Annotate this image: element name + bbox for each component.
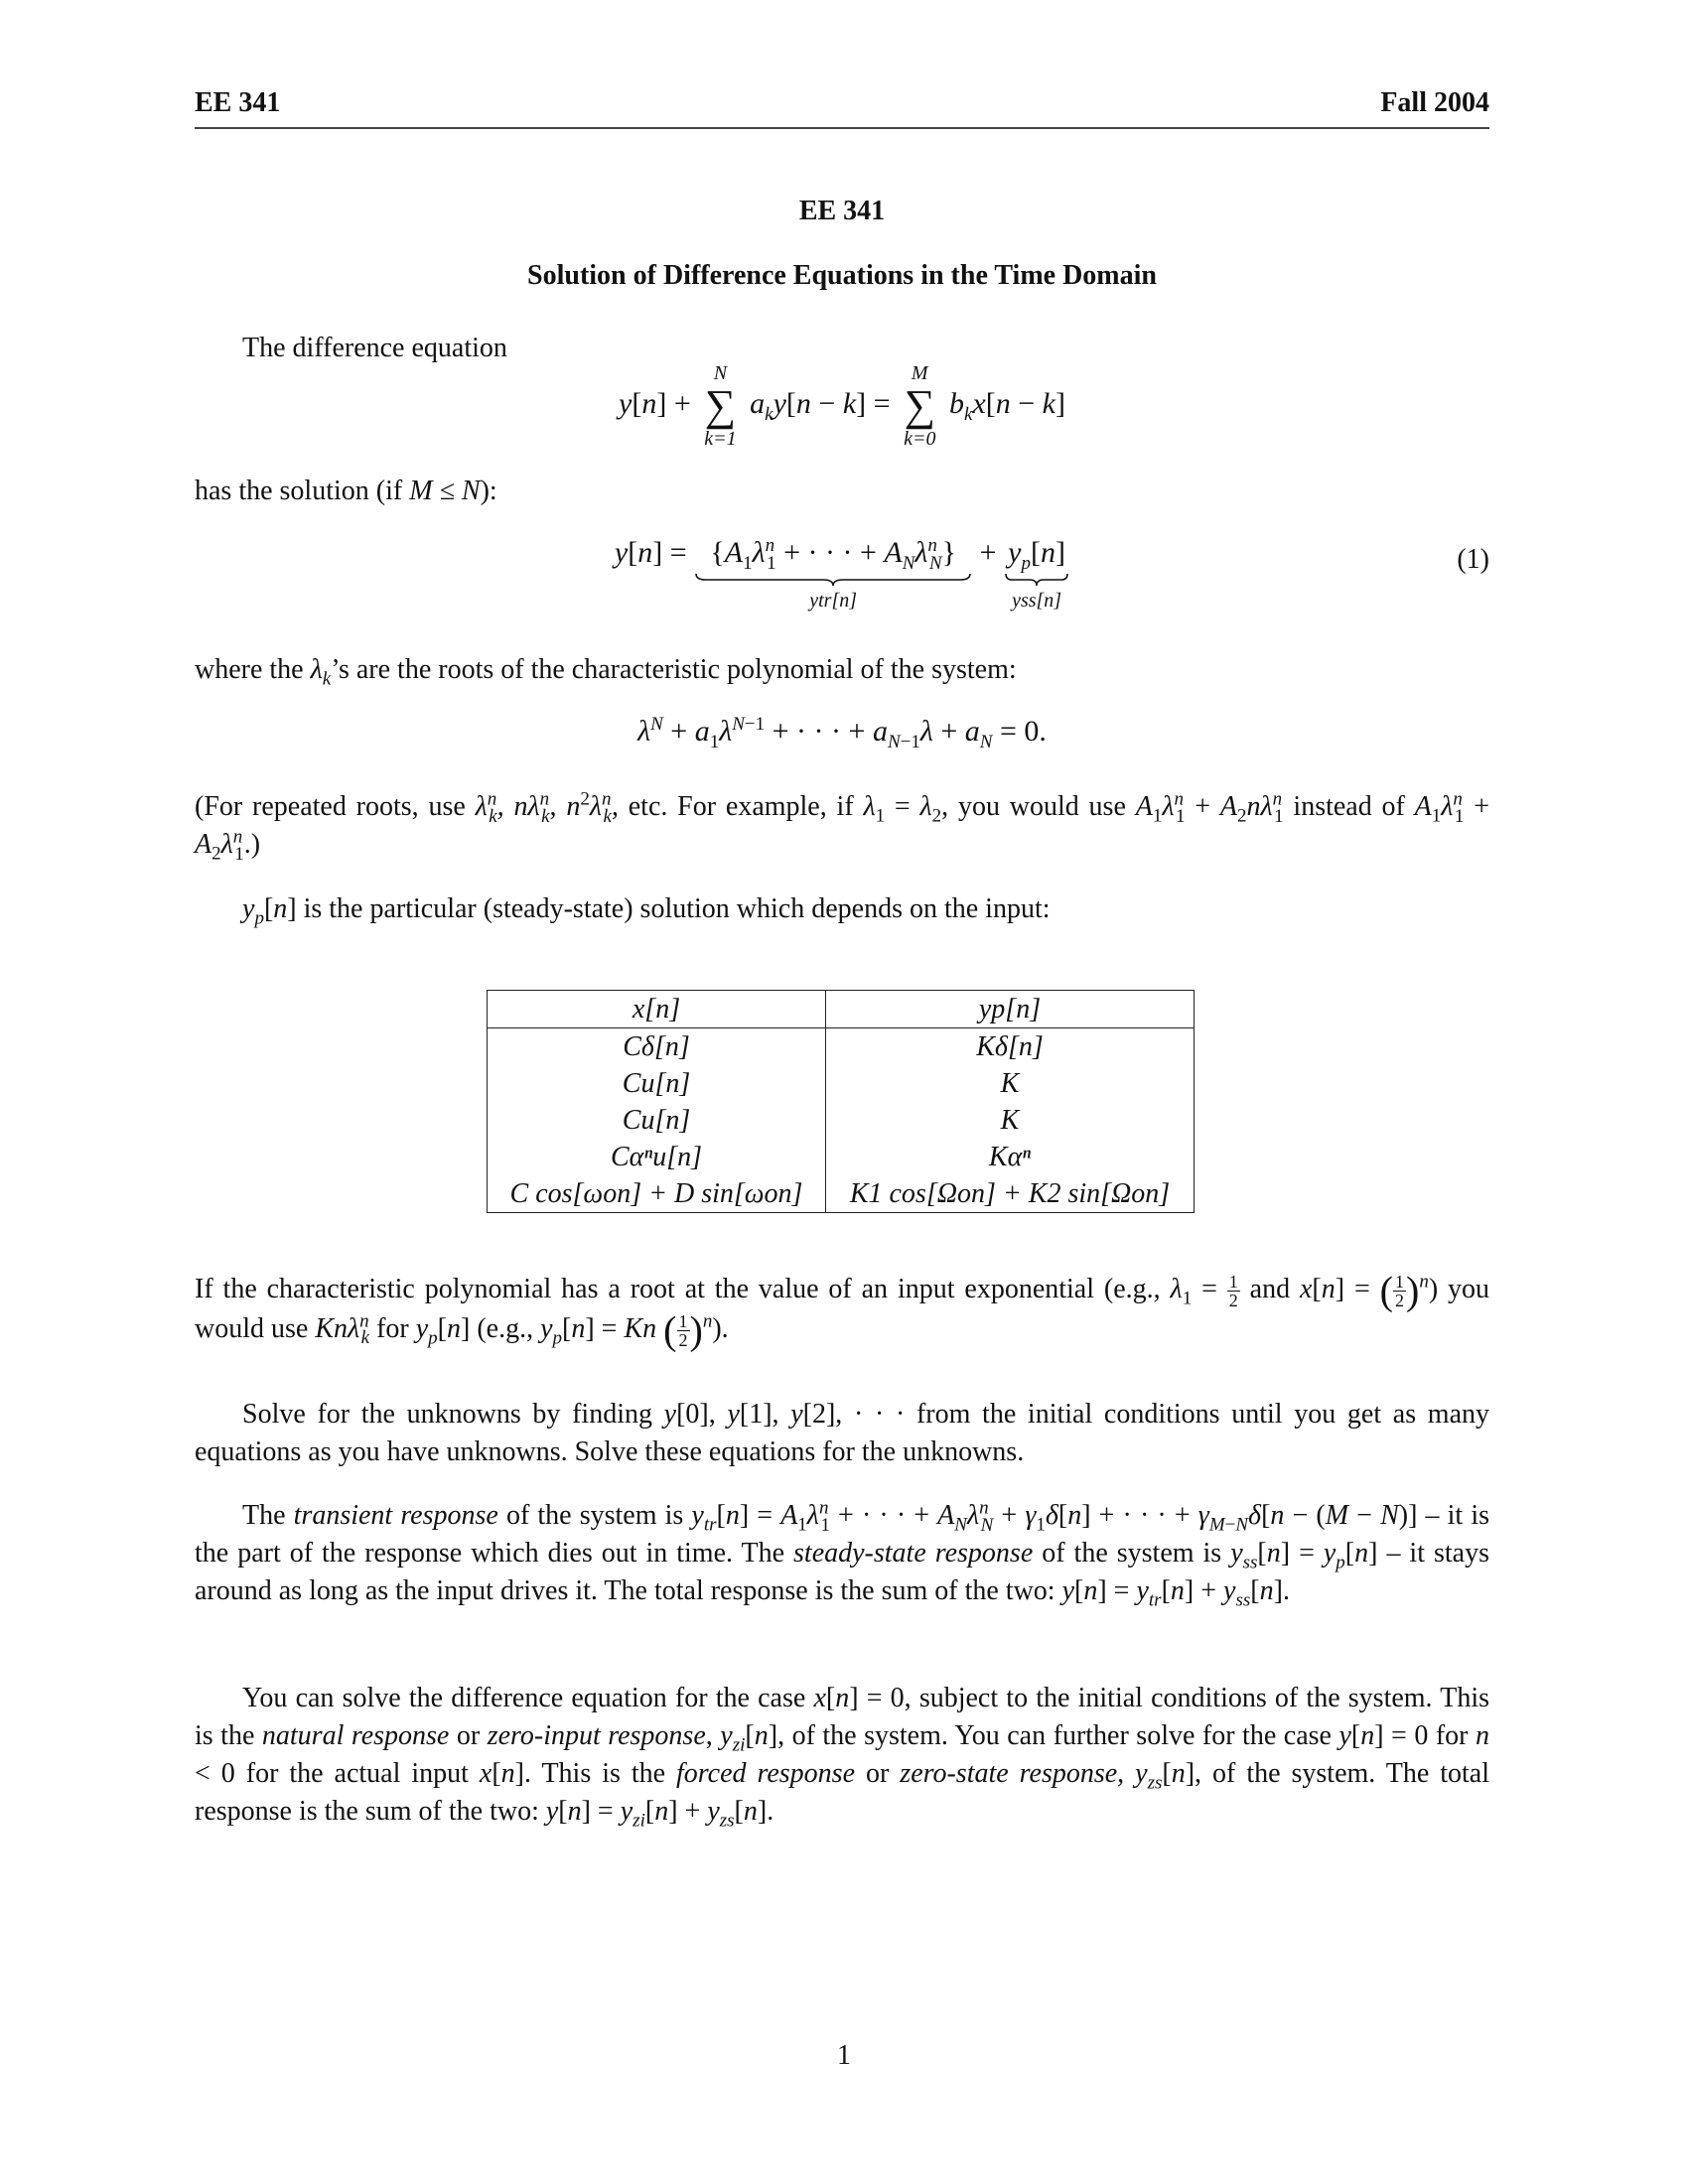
table-row [488, 1139, 1195, 1175]
table-row [488, 1102, 1195, 1139]
steady-brace: $y_p[n]$ yss[n] [1004, 536, 1069, 613]
summation-k0-M: M ∑ k=0 [904, 362, 936, 450]
solution-equation: $y[n] = \{A_1\lambda^n_1$ + · · · + $A_N\lambda^n_N$} ytr[n] + $y_p[n]$ yss[n] (1) [614, 535, 1489, 612]
table-cell: Cδ[n] [488, 1028, 826, 1066]
solve-unknowns-text: Solve for the unknowns by finding y[0], y[1], y[2], · · · from the initial conditions until you get as many equations as you have unknowns. Solve these equations for the unknowns. [195, 1399, 1490, 1467]
table-row [488, 1175, 1195, 1213]
particular-solution-table [487, 990, 1195, 1213]
repeated-roots-text: (For repeated roots, use $\lambda^n_k$, $n\lambda^n_k$, $n^2\lambda^n_k$, etc. For example, if $\lambda_1 = \lambda_2$, you would use $A_1\lambda^n_1 + A_2n\lambda^n_1$ instead of $A_1\lambda^n_1 + A_2\lambda^n_1$.) [195, 788, 1490, 865]
table-cell: Cu[n] [488, 1065, 826, 1102]
table-header-row [488, 991, 1195, 1028]
underbrace-icon [694, 572, 972, 588]
document-title: EE 341 [798, 196, 886, 226]
table-cell: Cu[n] [488, 1102, 826, 1139]
table-row [488, 1028, 1195, 1066]
header-term: Fall 2004 [1380, 87, 1489, 118]
running-header [195, 87, 1489, 129]
particular-solution-text: $y_p[n]$ is the particular (steady-state) solution which depends on the input: [242, 893, 1051, 929]
table-cell: C cos[ωon] + D sin[ωon] [488, 1175, 826, 1213]
roots-text: where the $\lambda_k’s$ are the roots of the characteristic polynomial of the system: [195, 654, 1017, 690]
header-course: EE 341 [195, 87, 281, 118]
yss-label: yss[n] [1012, 590, 1062, 612]
table-row [488, 1065, 1195, 1102]
table-cell: K [826, 1065, 1195, 1102]
underbrace-icon [1004, 572, 1069, 588]
ytr-label: ytr[n] [809, 590, 858, 612]
difference-equation: y[n] + N ∑ k=1 $a_ky[n - k]$ = M ∑ k=0 $b_kx[n - k]$ [619, 362, 1065, 450]
has-solution-text: has the solution (if M ≤ N): [195, 476, 497, 506]
equation-number: (1) [1457, 544, 1489, 575]
table-cell: Kαⁿ [826, 1139, 1195, 1175]
table-header-input: x[n] [488, 991, 826, 1028]
table-header-output: yp[n] [826, 991, 1195, 1028]
transient-response-text: The transient response of the system is $y_{tr}[n] = A_1\lambda^n_1$ + · · · + $A_N\lambda^n_N + \gamma_1\delta[n]$ + · · · + $\gamma_{M-N}\delta[n - (M - N)]$ – it is the part of the response which dies out in time. The steady-state response of the system is $y_{ss}[n] = y_p[n]$ – it stays around as long as the input drives it. The total response is the sum of the two: $y[n] = y_{tr}[n] + y_{ss}[n]$. [195, 1497, 1489, 1611]
characteristic-polynomial: $\lambda^N + a_1\lambda^{N-1}$ + · · · + $a_{N-1}\lambda + a_N = 0$. [637, 714, 1047, 752]
transient-brace: {$A_1\lambda^n_1$ + · · · + $A_N\lambda^n_N$} ytr[n] [694, 536, 972, 613]
characteristic-root-text: If the characteristic polynomial has a root at the value of an input exponential (e.g., $\lambda_1$ = $\frac{1}{2}$ and x[n] = ( $\frac{1}{2}$ )$^n$) you would use Knλ$^n_k$ for $y_p[n]$ (e.g., $y_p[n] = Kn$ ( $\frac{1}{2}$ )$^n$). [195, 1268, 1490, 1353]
summation-k1-N: N ∑ k=1 [704, 362, 737, 450]
intro-text: The difference equation [242, 333, 507, 363]
natural-forced-response-text: You can solve the difference equation for the case x[n] = 0, subject to the initial conditions of the system. This is the natural response or zero-input response, $y_{zi}[n]$, of the system. You can further solve for the case y[n] = 0 for n < 0 for the actual input x[n]. This is the forced response or zero-state response, $y_{zs}[n]$, of the system. The total response is the sum of the two: $y[n] = y_{zi}[n] + y_{zs}[n]$. [195, 1683, 1490, 1832]
document-subtitle: Solution of Difference Equations in the Time Domain [527, 260, 1157, 291]
table-cell: K [826, 1102, 1195, 1139]
table-cell: K1 cos[Ωon] + K2 sin[Ωon] [826, 1175, 1195, 1213]
table-cell: Cαⁿu[n] [488, 1139, 826, 1175]
page-number: 1 [837, 2040, 851, 2071]
table-cell: Kδ[n] [826, 1028, 1195, 1066]
